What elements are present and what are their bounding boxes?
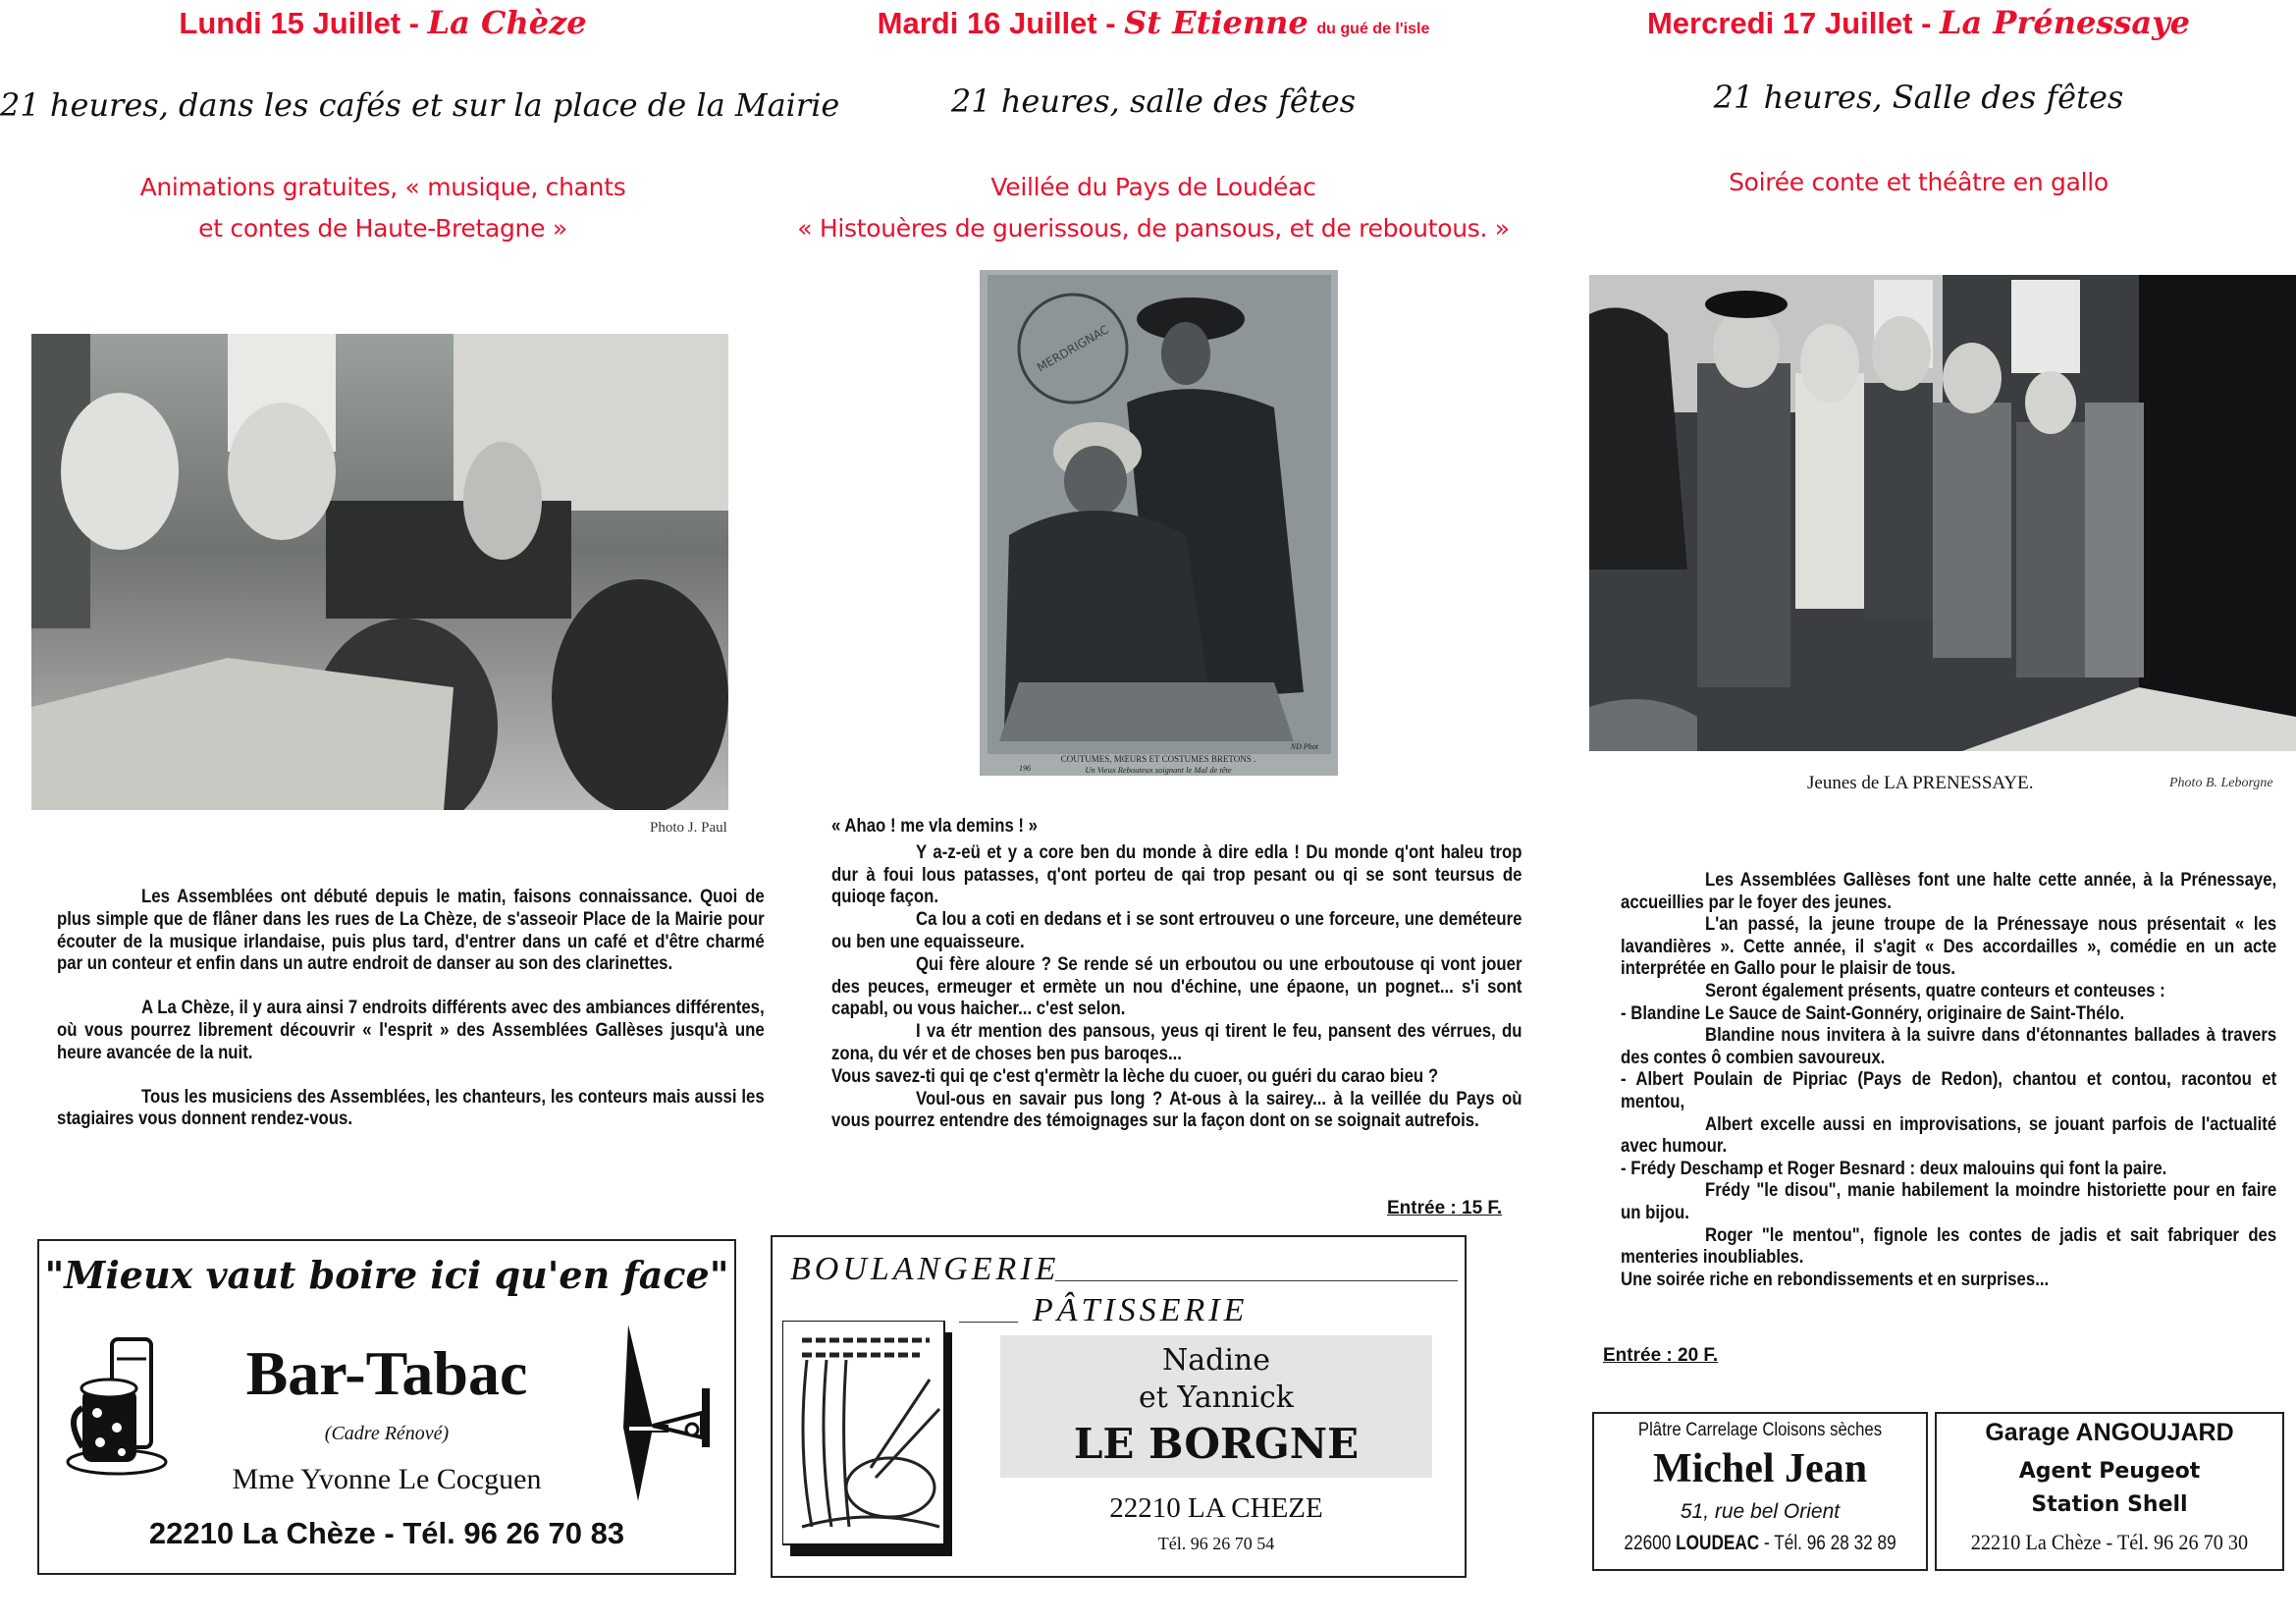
ad-business-name: Michel Jean <box>1652 1446 1868 1491</box>
ad-address-phone <box>1624 1532 1896 1555</box>
ad-michel-jean <box>1592 1412 1928 1571</box>
ad-rule <box>1055 1280 1458 1281</box>
photo-young-troupe <box>1589 275 2296 751</box>
article-paragraph: - Blandine Le Sauce de Saint-Gonnéry, originaire de Saint-Thélo. <box>1621 1001 2125 1024</box>
photo-cafe-musicians <box>31 334 728 810</box>
event-title <box>1541 162 2296 203</box>
event-title-line: Veillée du Pays de Loudéac <box>990 173 1316 201</box>
day-place: La Prénessaye <box>1940 4 2191 41</box>
article-paragraph: Une soirée riche en rebondissements et en surprises... <box>1621 1268 2050 1290</box>
ad-address-phone: 22210 La Chèze - Tél. 96 26 70 30 <box>1970 1530 2249 1554</box>
event-time: 21 heures, dans les cafés et sur la place de la Mairie <box>0 86 840 124</box>
article-paragraph: Frédy "le disou", manie habilement la moindre historiette pour en faire un bijou. <box>1621 1179 2277 1223</box>
ad-rule <box>959 1322 1018 1323</box>
event-title <box>0 167 766 249</box>
day-place: St Etienne <box>1124 4 1308 41</box>
ad-second-name: et Yannick <box>1139 1380 1294 1415</box>
ad-slogan: "Mieux vaut boire ici qu'en face" <box>44 1253 729 1297</box>
day-date: Mercredi 17 Juillet - <box>1646 6 1941 40</box>
day-heading <box>766 4 1541 41</box>
column-mardi <box>766 0 1541 1623</box>
ad-phone: - Tél. 96 28 32 89 <box>1759 1532 1896 1554</box>
article-paragraph: L'an passé, la jeune troupe de la Prénessaye nous présentait « les lavandières ». Cette année, il s'agit « Des accordailles », comédie en un acte interprétée en Gallo pour le plaisir de tous. <box>1621 913 2277 980</box>
column-lundi <box>0 0 840 1623</box>
event-title-line: « Histouères de guerissous, de pansous, et de reboutous. » <box>797 214 1510 243</box>
ad-garage-angoujard <box>1935 1412 2284 1571</box>
ad-line-boulangerie: BOULANGERIE <box>790 1251 1060 1287</box>
ad-phone: Tél. 96 26 70 54 <box>1157 1534 1275 1553</box>
article-body <box>57 886 765 1130</box>
event-time: 21 heures, Salle des fêtes <box>1713 79 2124 116</box>
article-paragraph: Les Assemblées ont débuté depuis le matin, faisons connaissance. Quoi de plus simple que de flâner dans les rues de La Chèze, de s'asseoir Place de la Mairie pour écouter de la musique irlandaise, puis plus tard, d'entrer dans un café et d'être charmé par un conteur et enfin dans un autre endroit de danser au son des clarinettes. <box>57 886 765 975</box>
day-heading <box>1541 4 2296 41</box>
ad-surname: LE BORGNE <box>1073 1420 1360 1468</box>
article-paragraph: Roger "le mentou", fignole les contes de jadis et sait fabriquer des menteries inoubliables. <box>1621 1223 2277 1269</box>
entry-price: Entrée : 15 F. <box>1387 1198 1503 1218</box>
event-time: 21 heures, salle des fêtes <box>950 82 1357 120</box>
article-paragraph: Voul-ous en savair pus long ? At-ous à la sairey... à la veillée du Pays où vous pourrez entendre des témoignages sur la façon dont on se soignait autrefois. <box>831 1087 1522 1132</box>
article-paragraph: Seront également présents, quatre conteurs et conteuses : <box>1705 979 2165 1001</box>
article-paragraph: Y a-z-eü et y a core ben du monde à dire edla ! Du monde q'ont haleu trop dur à foui lous patasses, q'ont porteu de qai trop pesant ou qi se sont teursus de quioqe façon. <box>831 840 1522 908</box>
article-paragraph: - Frédy Deschamp et Roger Besnard : deux malouins qui font la paire. <box>1621 1157 2167 1179</box>
day-date: Mardi 16 Juillet - <box>877 6 1125 40</box>
ad-line-patisserie: PÂTISSERIE <box>1033 1292 1249 1328</box>
event-title-line: Soirée conte et théâtre en gallo <box>1729 168 2109 196</box>
ad-boulangerie <box>771 1235 1467 1578</box>
article-paragraph: Albert excelle aussi en improvisations, se jouant parfois de l'actualité avec humour. <box>1621 1112 2277 1158</box>
day-place-sub: du gué de l'isle <box>1316 21 1430 37</box>
photo-caption: Jeunes de LA PRENESSAYE. <box>1807 773 2034 793</box>
postcard-caption-sub: Un Vieux Rebouteux soignant le Mal de tête <box>1085 765 1232 775</box>
column-mercredi <box>1541 0 2296 1623</box>
ad-line: Station Shell <box>2031 1492 2188 1517</box>
article-paragraph: Blandine nous invitera à la suivre dans d'étonnantes ballades à travers des contes ô combien savoureux. <box>1621 1024 2277 1068</box>
postmark-text: MERDRIGNAC <box>1034 322 1112 375</box>
article-paragraph: Qui fère aloure ? Se rende sé un erboutou ou une erboutouse qi vont jouer des peuces, ermeuger et ermète un nou d'échine, une épaone, un pognet... s'i sont capabl, ou vous haicher... c'est selon. <box>831 952 1522 1020</box>
article-quote: « Ahao ! me vla demins ! » <box>831 815 1039 837</box>
ad-address-phone: 22210 La Chèze - Tél. 96 26 70 83 <box>148 1516 625 1550</box>
ad-town: LOUDEAC <box>1676 1532 1760 1554</box>
event-title <box>766 167 1541 249</box>
ad-line: Agent Peugeot <box>2018 1459 2201 1484</box>
article-paragraph: Ca lou a coti en dedans et i se sont ertrouveu o une forceure, une deméteure ou ben une equaisseure. <box>831 908 1522 952</box>
bread-basket-illustration <box>782 1321 959 1561</box>
ad-street: 51, rue bel Orient <box>1680 1500 1841 1523</box>
ad-first-name: Nadine <box>1161 1343 1270 1378</box>
article-paragraph: Les Assemblées Gallèses font une halte cette année, à la Prénessaye, accueillies par le foyer des jeunes. <box>1621 869 2277 913</box>
day-place: La Chèze <box>427 4 587 41</box>
event-title-line: et contes de Haute-Bretagne » <box>198 214 567 243</box>
ad-business-name: Garage ANGOUJARD <box>1985 1419 2234 1446</box>
article-paragraph: A La Chèze, il y aura ainsi 7 endroits différents avec des ambiances différentes, où vous pourrez librement découvrir « l'esprit » des Assemblées Gallèses jusqu'à une heure avancée de la nuit. <box>57 997 765 1063</box>
postcard-rebouteux <box>980 270 1338 776</box>
day-heading <box>0 4 766 41</box>
ad-owner: Mme Yvonne Le Cocguen <box>232 1463 542 1495</box>
ad-trade: Plâtre Carrelage Cloisons sèches <box>1637 1420 1883 1440</box>
postcard-number: 196 <box>1019 764 1031 773</box>
photo-credit: Photo B. Leborgne <box>2169 776 2273 790</box>
article-body <box>831 815 1522 1132</box>
article-body <box>1621 869 2276 1290</box>
entry-price: Entrée : 20 F. <box>1603 1345 1719 1366</box>
ad-business-name: Bar-Tabac <box>245 1338 528 1408</box>
postcard-caption-title: COUTUMES, MŒURS ET COSTUMES BRETONS . <box>1060 754 1256 764</box>
ad-bar-tabac <box>37 1239 736 1575</box>
ad-name-panel <box>1000 1335 1432 1478</box>
photo-credit: Photo J. Paul <box>650 820 727 836</box>
article-paragraph: Tous les musiciens des Assemblées, les chanteurs, les conteurs mais aussi les stagiaires vous donnent rendez-vous. <box>57 1085 765 1130</box>
ad-note: (Cadre Rénové) <box>324 1423 450 1444</box>
event-title-line: Animations gratuites, « musique, chants <box>139 173 626 201</box>
postcard-publisher: ND Phot <box>1290 742 1318 751</box>
article-paragraph: I va étr mention des pansous, yeus qi tirent le feu, pansent des vérrues, du zona, du vér et de choses ben pus baroqes... <box>831 1020 1522 1064</box>
ad-postcode: 22600 <box>1624 1532 1677 1554</box>
article-paragraph: - Albert Poulain de Pipriac (Pays de Redon), chantou et contou, racontou et mentou, <box>1621 1068 2277 1112</box>
article-paragraph: Vous savez-ti qui qe c'est q'ermètr la lèche du cuoer, ou guéri du carao bieu ? <box>831 1064 1439 1087</box>
day-date: Lundi 15 Juillet - <box>179 6 428 40</box>
ad-address: 22210 LA CHEZE <box>1109 1492 1323 1524</box>
